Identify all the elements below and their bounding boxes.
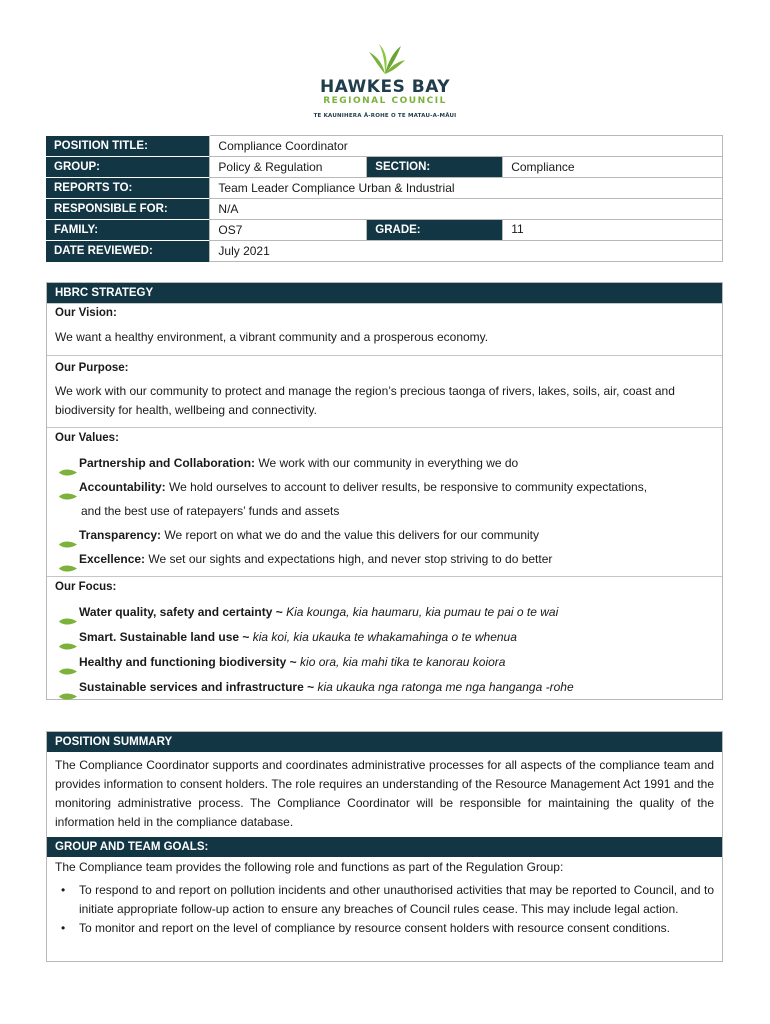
focus-maori: kio ora, kia mahi tika te kanorau koiora [300, 655, 506, 669]
table-row [46, 178, 723, 199]
goal-text: To monitor and report on the level of compliance by resource consent holders with resource consent conditions. [79, 921, 670, 935]
bullet-icon: • [61, 921, 66, 935]
section-label: SECTION: [367, 157, 503, 178]
date-reviewed-label: DATE REVIEWED: [46, 241, 210, 262]
focus-item [55, 625, 714, 650]
group-label: GROUP: [46, 157, 210, 178]
value-title: Accountability: [79, 480, 166, 494]
focus-title: Sustainable services and infrastructure ~ [79, 680, 318, 694]
goals-header: GROUP AND TEAM GOALS: [47, 837, 722, 857]
hbrc-logo [300, 42, 470, 124]
vision-label: Our Vision: [55, 307, 117, 319]
vision-section [47, 303, 722, 355]
summary-text: The Compliance Coordinator supports and coordinates administrative processes for all aspects of the compliance team and provides information to consent holders. The role requires an understanding of the Resource Management Act 1991 and the monitoring administrative process. The Compliance Coordinator will be responsible for maintaining the quality of the information held in the compliance database. [55, 758, 714, 829]
strategy-box [46, 282, 723, 700]
bullet-icon: • [61, 883, 66, 897]
goals-intro: The Compliance team provides the following role and functions as part of the Regulation Group: [55, 860, 564, 874]
reports-to-label: REPORTS TO: [46, 178, 210, 199]
date-reviewed-value: July 2021 [210, 241, 723, 262]
focus-maori: Kia kounga, kia haumaru, kia pumau te pai o te wai [286, 605, 559, 619]
goal-text: To respond to and report on pollution incidents and other unauthorised activities that may be reported to Council, and to initiate appropriate follow-up action to ensure any breaches of Council rules cease. This may include legal action. [79, 883, 714, 916]
value-title: Partnership and Collaboration: [79, 456, 256, 470]
grade-label: GRADE: [367, 220, 503, 241]
table-row [46, 136, 723, 157]
vision-text: We want a healthy environment, a vibrant community and a prosperous economy. [55, 330, 489, 344]
goal-item [55, 881, 714, 919]
reports-to-value: Team Leader Compliance Urban & Industrial [210, 178, 723, 199]
focus-maori: kia ukauka nga ratonga me nga hanganga -rohe [317, 680, 574, 694]
group-value: Policy & Regulation [210, 157, 367, 178]
values-section [47, 427, 722, 576]
position-title-value: Compliance Coordinator [210, 136, 723, 157]
focus-title: Healthy and functioning biodiversity ~ [79, 655, 301, 669]
focus-item [55, 675, 714, 700]
leaf-bullet-icon [59, 556, 77, 580]
values-list [55, 451, 714, 571]
values-label: Our Values: [55, 432, 119, 444]
responsible-for-value: N/A [210, 199, 723, 220]
goals-list [55, 881, 714, 938]
strategy-header: HBRC STRATEGY [47, 283, 722, 303]
table-row [46, 220, 723, 241]
focus-title: Smart. Sustainable land use ~ [79, 630, 253, 644]
focus-list [55, 600, 714, 700]
value-item [55, 523, 714, 547]
logo-tagline: TE KAUNIHERA Ā-ROHE O TE MATAU-A-MĀUI [313, 113, 457, 119]
logo-name: HAWKES BAY [319, 77, 451, 97]
section-value: Compliance [503, 157, 723, 178]
value-item [55, 547, 714, 571]
purpose-section [47, 355, 722, 427]
goal-item [55, 919, 714, 938]
position-info-table [46, 135, 723, 262]
focus-label: Our Focus: [55, 581, 117, 593]
value-text-continued: and the best use of ratepayers’ funds and assets [81, 504, 340, 518]
table-row [46, 199, 723, 220]
family-label: FAMILY: [46, 220, 210, 241]
focus-section [47, 576, 722, 700]
table-row [46, 241, 723, 262]
purpose-text: We work with our community to protect and manage the region’s precious taonga of rivers, lakes, soils, air, coast and biodiversity for health, wellbeing and connectivity. [55, 384, 675, 417]
value-text: We hold ourselves to account to deliver results, be responsive to community expectations, [165, 480, 648, 494]
focus-title: Water quality, safety and certainty ~ [79, 605, 287, 619]
value-title: Excellence: [79, 552, 146, 566]
leaf-logo-icon [363, 42, 407, 76]
summary-box [46, 731, 723, 962]
grade-value: 11 [503, 220, 723, 241]
value-text: We report on what we do and the value this delivers for our community [161, 528, 540, 542]
value-title: Transparency: [79, 528, 162, 542]
value-item [55, 451, 714, 475]
family-value: OS7 [210, 220, 367, 241]
leaf-bullet-icon [59, 684, 77, 709]
value-text: We set our sights and expectations high, and never stop striving to do better [145, 552, 553, 566]
logo-subtitle: REGIONAL COUNCIL [323, 96, 447, 106]
responsible-for-label: RESPONSIBLE FOR: [46, 199, 210, 220]
position-title-label: POSITION TITLE: [46, 136, 210, 157]
focus-maori: kia koi, kia ukauka te whakamahinga o te whenua [252, 630, 517, 644]
focus-item [55, 600, 714, 625]
value-text: We work with our community in everything we do [255, 456, 519, 470]
purpose-label: Our Purpose: [55, 362, 129, 374]
table-row [46, 157, 723, 178]
value-item [55, 475, 714, 499]
summary-header: POSITION SUMMARY [47, 732, 722, 752]
focus-item [55, 650, 714, 675]
